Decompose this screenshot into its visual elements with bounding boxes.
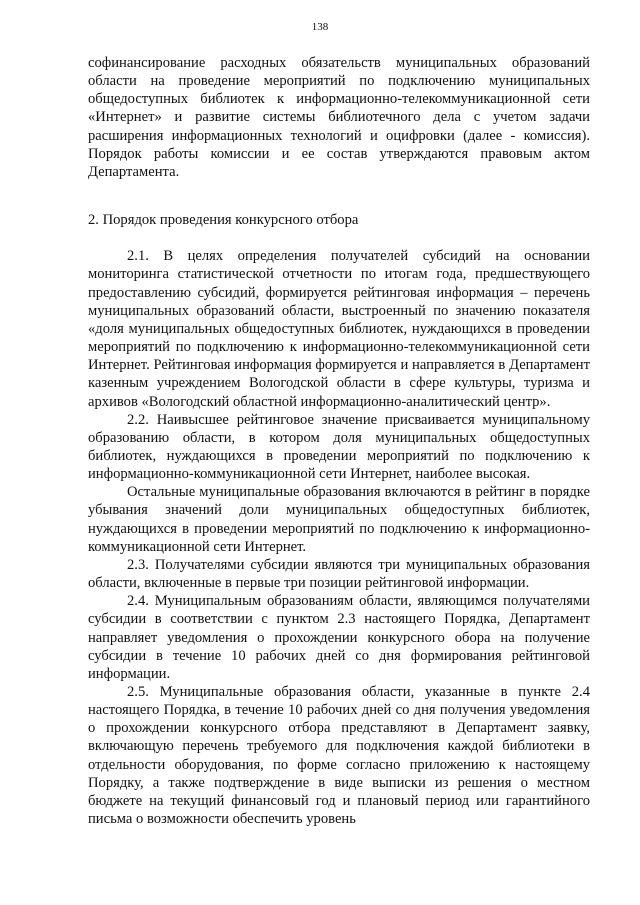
paragraph-2-2-continued: Остальные муниципальные образования включаются в рейтинг в порядке убывания значений доли муниципальных общедоступных библиотек, нуждающихся в проведении мероприятий по подключению к информационно-коммуникационной сети Интернет. — [88, 484, 590, 555]
intro-paragraph: софинансирование расходных обязательств муниципальных образований области на проведение мероприятий по подключению муниципальных общедоступных библиотек к информационно-телекоммуникационной сети «Интернет» и развитие системы библиотечного дела с учетом задачи расширения информационных технологий и оцифровки (далее - комиссия). Порядок работы комиссии и ее состав утверждаются правовым актом Департамента. — [88, 55, 590, 180]
paragraph-2-3: 2.3. Получателями субсидии являются три муниципальных образования области, включенные в первые три позиции рейтинговой информации. — [88, 556, 590, 592]
section-heading: 2. Порядок проведения конкурсного отбора — [88, 212, 359, 229]
paragraph-2-2: 2.2. Наивысшее рейтинговое значение присваивается муниципальному образованию области, в котором доля муниципальных общедоступных библиотек, нуждающихся в проведении мероприятий по подключению к информационно-коммуникационной сети Интернет, наиболее высокая. — [88, 411, 590, 483]
paragraph-2-4: 2.4. Муниципальным образованиям области, являющимся получателями субсидии в соответствии с пунктом 2.3 настоящего Порядка, Департамент направляет уведомления о прохождении конкурсного обора на получение субсидии в течение 10 рабочих дней со дня формирования рейтинговой информации. — [88, 593, 590, 682]
document-body — [88, 54, 590, 828]
page-number: 138 — [311, 21, 329, 33]
paragraph-2-1: 2.1. В целях определения получателей субсидий на основании мониторинга статистической отчетности по итогам года, предшествующего предоставлению субсидий, формируется рейтинговая информация – перечень муниципальных образований области, выстроенный по значению показателя «доля муниципальных общедоступных библиотек, нуждающихся в проведении мероприятий по подключению к информационно-телекоммуникационной сети Интернет. Рейтинговая информация формируется и направляется в Департамент казенным учреждением Вологодской области в сфере культуры, туризма и архивов «Вологодский областной информационно-аналитический центр». — [88, 248, 590, 410]
paragraph-2-5: 2.5. Муниципальные образования области, указанные в пункте 2.4 настоящего Порядка, в течение 10 рабочих дней со дня получения уведомления о прохождении конкурсного отбора представляют в Департамент заявку, включающую перечень требуемого для подключения каждой библиотеки в отдельности оборудования, по форме согласно приложению к настоящему Порядку, а также подтверждение в виде выписки из решения о местном бюджете на текущий финансовый год и плановый период или гарантийного письма о возможности обеспечить уровень — [88, 684, 590, 828]
